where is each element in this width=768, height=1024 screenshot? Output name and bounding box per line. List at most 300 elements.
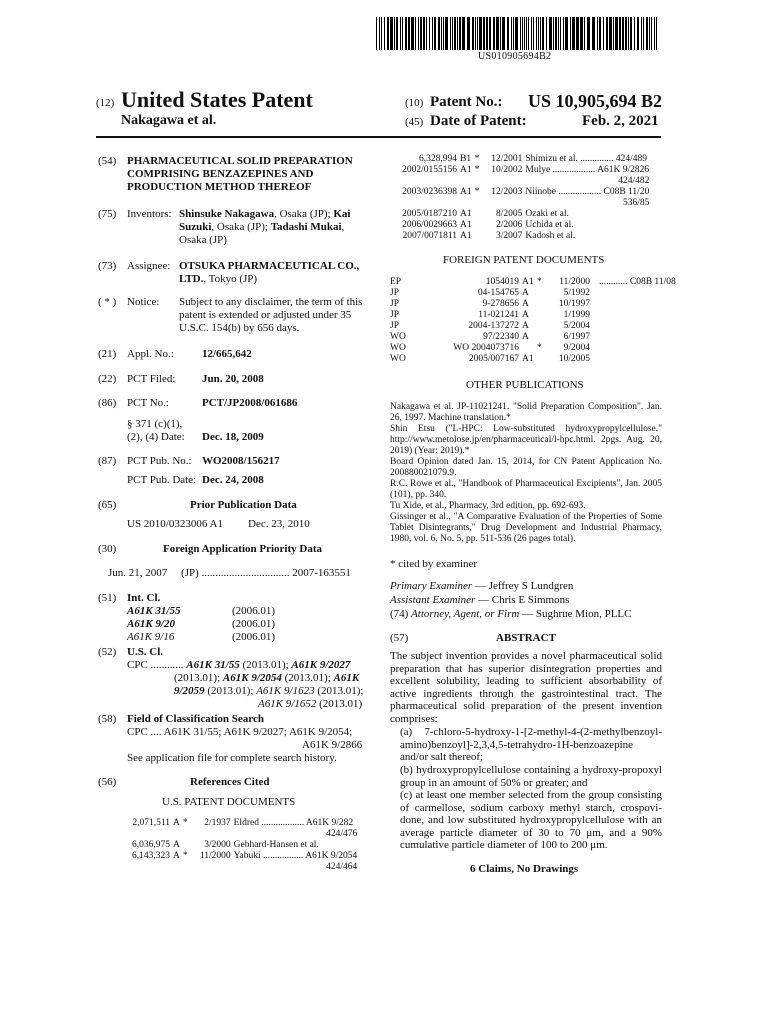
barcode-bar [536, 17, 537, 50]
date-label: Date of Patent: [430, 113, 527, 129]
barcode-bar [580, 17, 583, 50]
inventors-label: Inventors: [127, 208, 172, 220]
cpc-class: 9/2059 [174, 685, 205, 697]
ref-number: 2006/0029663 [402, 220, 457, 230]
ref-name: Mulye .................. A61K 9/2826 [525, 165, 650, 175]
other-publications-list [390, 402, 662, 545]
ref-number: 2002/0155156 [402, 165, 457, 175]
barcode-bar [384, 17, 385, 50]
ref-date: 8/2005 [495, 209, 523, 219]
barcode-bar [493, 17, 495, 50]
cpc-class: A61K 9/2054 [222, 672, 282, 684]
int-cl-class: A61K 9/16 [127, 631, 175, 643]
pct-pub-no-label: PCT Pub. No.: [127, 455, 192, 467]
ref-class [593, 310, 679, 321]
prior-publication-date: Dec. 23, 2010 [248, 518, 310, 530]
ref-kind: A1 [460, 187, 472, 197]
barcode-bar [584, 17, 585, 50]
barcode-bar [649, 17, 650, 50]
barcode-bar [479, 17, 482, 50]
ref-star [475, 220, 483, 231]
us-cl-line-3 [174, 685, 363, 698]
barcode-bar [472, 17, 474, 50]
int-cl-version: (2006.01) [232, 618, 276, 630]
appl-no-value: 12/665,642 [202, 348, 252, 360]
ref-date: 12/2001 [491, 154, 523, 164]
barcode-bar [475, 17, 476, 50]
foreign-reference-row [390, 277, 679, 288]
ref-date: 6/1997 [563, 332, 590, 342]
ref-class [593, 354, 679, 365]
attorney [390, 608, 632, 621]
pct-pub-date-label: PCT Pub. Date: [127, 474, 197, 486]
assistant-examiner [390, 594, 569, 607]
ref-number: 97/22340 [483, 332, 519, 342]
barcode-bar [390, 17, 393, 50]
code-45: (45) [405, 116, 424, 128]
notice-line-2: patent is extended or adjusted under 35 [179, 309, 352, 321]
reference-row-continuation [120, 829, 360, 840]
ref-number: 6,328,994 [419, 154, 457, 164]
code-10: (10) [405, 97, 424, 109]
barcode-bar [402, 17, 403, 50]
us-cl-line-2 [174, 672, 359, 685]
ref-star [537, 288, 548, 299]
ref-country: EP [390, 277, 402, 287]
ref-number: 6,143,323 [132, 851, 170, 861]
inventor-name: Suzuki [179, 221, 212, 233]
barcode-bar [522, 17, 523, 50]
reference-row-continuation [120, 862, 360, 873]
patent-no-label: Patent No.: [430, 94, 503, 110]
ref-kind: A [522, 321, 529, 331]
assignee-name: LTD. [179, 273, 204, 285]
ref-star [537, 354, 548, 365]
barcode-bar [538, 17, 539, 50]
ref-name: Shimizu et al. .............. 424/489 [525, 154, 648, 164]
ref-star: * [474, 187, 480, 197]
us-patent-documents-heading: U.S. PATENT DOCUMENTS [162, 796, 296, 808]
barcode-bar [415, 17, 416, 50]
ref-date: 10/2002 [491, 165, 523, 175]
barcode-bar [533, 17, 534, 50]
ref-number: 2003/0236398 [402, 187, 457, 197]
assignee-location: , Tokyo (JP) [203, 273, 258, 285]
ref-name: Niinobe .................. C08B 11/20 [525, 187, 650, 197]
authors: Nakagawa et al. [121, 113, 217, 128]
other-publication-item: Gissinger et al., "A Comparative Evaluation of the Properties of Some Tablet Disintegrants," Drug Development and Industrial Pharmacy, 1980, vol. 6, No. 5, pp. 511-536 (26 pages total). [390, 512, 662, 544]
ref-country: WO [390, 343, 406, 353]
invention-title-line-3: PRODUCTION METHOD THEREOF [127, 181, 312, 193]
abstract-item-c: (c) at least one member selected from the group consisting of carmellose, sodium carboxy methyl starch, crospovi-done, and low substituted hydroxypropylcellulose with an average particle diameter of 30 to 70 μm, and a 90% cumulative particle diameter of 100 to 200 μm. [400, 789, 662, 852]
ref-date: 11/2000 [199, 851, 231, 861]
cpc-class: A61K 9/1652 [258, 698, 317, 710]
reference-row-continuation [395, 198, 652, 209]
barcode-bar [563, 17, 564, 50]
barcode-bar [438, 17, 440, 50]
reference-row [395, 165, 652, 176]
section-371-line-2: (2), (4) Date: [127, 431, 185, 443]
ref-number: 2004-137272 [468, 321, 519, 331]
ref-number: 11-021241 [478, 310, 519, 320]
barcode-bar [502, 17, 505, 50]
barcode-bar [656, 17, 657, 50]
abstract-item-b: (b) hydroxypropylcellulose containing a hydroxy-propoxyl group in an amount of 50% or greater; and [400, 764, 662, 789]
invention-title-line-1: PHARMACEUTICAL SOLID PREPARATION [127, 155, 353, 167]
primary-examiner-name: — Jeffrey S Lundgren [472, 580, 574, 592]
abstract-body: The subject invention provides a novel pharmaceutical solid preparation that has superior disintegration properties and excellent solubility, leading to sufficient absorbability of active ingredients through the gastrointestinal tract. The pharmaceutical solid preparation of the present invention comprises: [390, 650, 662, 725]
int-cl-class: A61K 9/20 [127, 618, 175, 630]
field-51-code: (51) [98, 592, 117, 604]
cpc-version: (2013.01); [314, 685, 364, 697]
barcode-bar [376, 17, 377, 50]
reference-row [120, 840, 360, 851]
barcode-bar [520, 17, 521, 50]
ref-class-continuation: 424/476 [326, 829, 358, 839]
notice-line-1: Subject to any disclaimer, the term of this [179, 296, 363, 308]
ref-kind: A1 [460, 209, 472, 219]
inventor-name: Shinsuke Nakagawa [179, 208, 275, 220]
inventor-name: Tadashi Mukai [270, 221, 342, 233]
ref-star [475, 231, 483, 242]
foreign-reference-row [390, 321, 679, 332]
pct-filed-value: Jun. 20, 2008 [202, 373, 264, 385]
ref-kind: A [522, 299, 529, 309]
field-of-search-label: Field of Classification Search [127, 713, 264, 725]
barcode-bar [462, 17, 465, 50]
ref-date: 10/2005 [558, 354, 590, 364]
ref-star [537, 299, 548, 310]
ref-class [593, 343, 679, 354]
primary-examiner [390, 580, 573, 593]
cpc-label: CPC ............ [127, 659, 187, 671]
ref-date: 5/2004 [563, 321, 590, 331]
barcode-bar [513, 17, 514, 50]
field-of-search-line-3: See application file for complete search history. [127, 752, 337, 764]
foreign-reference-row [390, 343, 679, 354]
ref-number: 2005/0187210 [402, 209, 457, 219]
ref-kind: A [173, 851, 180, 861]
barcode-bar [646, 17, 648, 50]
ref-name: Kadosh et al. [525, 231, 576, 241]
field-87-code: (87) [98, 455, 117, 467]
foreign-references-table [390, 277, 679, 365]
ref-class: ............ C08B 11/08 [599, 277, 676, 287]
barcode-bar [531, 17, 532, 50]
field-86-code: (86) [98, 397, 117, 409]
other-publication-item: R.C. Rowe et al., "Handbook of Pharmaceutical Excipients", Jan. 2005 (101), pp. 340. [390, 479, 662, 500]
barcode-bar [637, 17, 639, 50]
cpc-class: A61K 9/2027 [291, 659, 351, 671]
ref-number: 2005/007167 [468, 354, 519, 364]
barcode-bar [396, 17, 398, 50]
inventor-separator: , [341, 221, 345, 233]
abstract-code: (57) [390, 632, 409, 644]
barcode-bar [572, 17, 575, 50]
primary-examiner-label: Primary Examiner [390, 580, 473, 592]
barcode-bar [420, 17, 422, 50]
barcode-bar [558, 17, 559, 50]
inventor-location: , Osaka (JP); [211, 221, 271, 233]
pct-filed-label: PCT Filed: [127, 373, 176, 385]
barcode-bar [597, 17, 598, 50]
inventors-line-1 [179, 208, 350, 221]
int-cl-version: (2006.01) [232, 605, 276, 617]
other-publications-heading: OTHER PUBLICATIONS [466, 379, 584, 391]
barcode-bar [450, 17, 451, 50]
barcode-bar [394, 17, 395, 50]
ref-class [593, 299, 679, 310]
ref-class [593, 332, 679, 343]
barcode-bar [500, 17, 501, 50]
cpc-class: A61K [333, 672, 360, 684]
ref-number: 2,071,511 [132, 818, 170, 828]
int-cl-version: (2006.01) [232, 631, 276, 643]
barcode-bar [592, 17, 595, 50]
barcode-bar [619, 17, 621, 50]
inventor-location: , Osaka (JP); [274, 208, 334, 220]
ref-country: WO [390, 332, 406, 342]
ref-number: WO 2004073716 [453, 343, 519, 353]
ref-kind: A1 [522, 354, 534, 364]
field-75-code: (75) [98, 208, 117, 220]
barcode-bar [387, 17, 389, 50]
barcode-bar [454, 17, 456, 50]
ref-star [183, 840, 191, 851]
int-cl-label: Int. Cl. [127, 592, 161, 604]
notice-label: Notice: [127, 296, 160, 308]
barcode-bar [625, 17, 627, 50]
field-21-code: (21) [98, 348, 117, 360]
foreign-patent-documents-heading: FOREIGN PATENT DOCUMENTS [443, 254, 605, 266]
us-cl-line-4 [258, 698, 362, 711]
us-references-continued [395, 154, 652, 242]
barcode-bar [587, 17, 590, 50]
ref-kind: B1 [460, 154, 472, 164]
pct-no-label: PCT No.: [127, 397, 169, 409]
barcode-bar [628, 17, 629, 50]
field-of-search-line-2: A61K 9/2866 [302, 739, 363, 751]
ref-star: * [537, 343, 542, 353]
references-cited-heading: References Cited [190, 776, 270, 788]
barcode-bar [400, 17, 401, 50]
barcode-bar [511, 17, 512, 50]
barcode-bar [622, 17, 624, 50]
cpc-class: A61K 9/1623 [256, 685, 315, 697]
barcode-bar [603, 17, 604, 50]
barcode-bar [546, 17, 547, 50]
barcode-bar [641, 17, 642, 50]
barcode-bar [467, 17, 470, 50]
attorney-code: (74) [390, 608, 412, 620]
foreign-reference-row [390, 299, 679, 310]
ref-date: 3/2007 [495, 231, 523, 241]
field-30-code: (30) [98, 543, 117, 555]
ref-kind: A [173, 840, 180, 850]
barcode-bar [643, 17, 644, 50]
barcode-bar [432, 17, 433, 50]
reference-row [395, 209, 652, 220]
cpc-version: (2013.01); [281, 672, 334, 684]
barcode-bar [526, 17, 527, 50]
other-publication-item: Shin Etsu ("L-HPC: Low-substituted hydroxypropylcellulose." http://www.metolose.jp/en/pharmaceutical/l-hpc.html. 2pgs. Aug. 20, 2019) (Year: 2019).* [390, 424, 662, 456]
barcode-bar [426, 17, 427, 50]
barcode-bar [615, 17, 618, 50]
ref-class [593, 321, 679, 332]
foreign-reference-row [390, 310, 679, 321]
reference-row [395, 220, 652, 231]
barcode-bar [613, 17, 614, 50]
ref-kind: A1 [460, 231, 472, 241]
reference-row [395, 187, 652, 198]
barcode-bar [553, 17, 554, 50]
claims-summary: 6 Claims, No Drawings [470, 863, 579, 875]
barcode-bar [496, 17, 499, 50]
barcode-bar [441, 17, 442, 50]
barcode-bar [418, 17, 419, 50]
ref-star [537, 332, 548, 343]
barcode-bar [654, 17, 655, 50]
barcode-bar [445, 17, 448, 50]
barcode-bar [381, 17, 382, 50]
ref-date: 9/2004 [563, 343, 590, 353]
ref-class [593, 288, 679, 299]
us-cl-line-1 [127, 659, 350, 672]
ref-date: 11/2000 [559, 277, 590, 287]
code-12: (12) [96, 97, 115, 109]
section-371-line-1: § 371 (c)(1), [127, 418, 183, 430]
ref-number: 1054019 [485, 277, 519, 287]
foreign-reference-row [390, 288, 679, 299]
barcode-bar [434, 17, 436, 50]
notice-line-3: U.S.C. 154(b) by 656 days. [179, 322, 300, 334]
barcode-number: US010905694B2 [478, 51, 552, 62]
ref-date: 1/1999 [563, 310, 590, 320]
reference-row [395, 231, 652, 242]
ref-country: JP [390, 288, 399, 298]
reference-row [120, 851, 360, 862]
barcode-bar [576, 17, 579, 50]
barcode-bar [405, 17, 407, 50]
field-22-code: (22) [98, 373, 117, 385]
barcode-bar [379, 17, 380, 50]
barcode-bar [443, 17, 444, 50]
barcode-bar [651, 17, 652, 50]
barcode-bar [411, 17, 414, 50]
barcode-bar [609, 17, 612, 50]
barcode [376, 17, 662, 50]
ref-star: * [537, 277, 542, 287]
pct-pub-no-value: WO2008/156217 [202, 455, 280, 467]
ref-country: JP [390, 299, 399, 309]
ref-date: 10/1997 [558, 299, 590, 309]
barcode-bar [570, 17, 571, 50]
field-52-code: (52) [98, 646, 117, 658]
attorney-name: — Sughrue Mion, PLLC [519, 608, 632, 620]
other-publication-item: Board Opinion dated Jan. 15, 2014, for CN Patent Application No. 200880021079.9. [390, 457, 662, 478]
barcode-bar [507, 17, 509, 50]
ref-date: 2/1937 [204, 818, 231, 828]
ref-name: Gebhard-Hansen et al. [233, 840, 319, 850]
ref-star: * [474, 165, 480, 175]
prior-publication-number: US 2010/0323006 A1 [127, 518, 223, 530]
foreign-reference-row [390, 332, 679, 343]
barcode-bar [599, 17, 601, 50]
other-publication-item: Nakagawa et al. JP-11021241. "Solid Preparation Composition". Jan. 26, 1997. Machine translation.* [390, 402, 662, 423]
field-65-code: (65) [98, 499, 117, 511]
ref-star [537, 310, 548, 321]
ref-name: Ozaki et al. [525, 209, 569, 219]
ref-date: 3/2000 [204, 840, 231, 850]
barcode-bar [515, 17, 518, 50]
section-371-date: Dec. 18, 2009 [202, 431, 264, 443]
reference-row-continuation [395, 176, 652, 187]
ref-country: JP [390, 310, 399, 320]
ref-star: * [182, 818, 188, 828]
barcode-bar [457, 17, 458, 50]
ref-star [475, 209, 483, 220]
ref-country: WO [390, 354, 406, 364]
header-rule [96, 136, 661, 138]
barcode-bar [565, 17, 568, 50]
ref-star [537, 321, 548, 332]
barcode-bar [483, 17, 485, 50]
int-cl-class: A61K 31/55 [127, 605, 181, 617]
ref-name: Yabuki ................. A61K 9/2054 [233, 851, 358, 861]
ref-star: * [474, 154, 480, 164]
notice-code: ( * ) [98, 296, 117, 308]
ref-kind: A [173, 818, 180, 828]
ref-kind: A [522, 288, 529, 298]
abstract-item-a: (a) 7-chloro-5-hydroxy-1-[2-methyl-4-(2-methylbenzoyl-amino)benzoyl]-2,3,4,5-tetrahydro-1H-benzoazepine and/or salt thereof; [400, 726, 662, 764]
assistant-examiner-label: Assistant Examiner [390, 594, 476, 606]
pct-pub-date-value: Dec. 24, 2008 [202, 474, 264, 486]
other-publication-item: Tu Xide, et al., Pharmacy, 3rd edition, pp. 692-693. [390, 501, 586, 511]
field-of-search-line-1: CPC .... A61K 31/55; A61K 9/2027; A61K 9/2054; [127, 726, 353, 738]
assignee-label: Assignee: [127, 260, 171, 272]
ref-class-continuation: 536/85 [622, 198, 650, 208]
ref-kind: A1 [522, 277, 534, 287]
patent-number: US 10,905,694 B2 [528, 91, 663, 111]
ref-number: 9-278656 [482, 299, 519, 309]
barcode-bar [528, 17, 529, 50]
inventors-line-3: Osaka (JP) [179, 234, 227, 246]
ref-date: 12/2003 [491, 187, 523, 197]
barcode-bar [486, 17, 488, 50]
ref-kind: A [522, 310, 529, 320]
field-56-code: (56) [98, 776, 117, 788]
us-references-table [120, 818, 360, 873]
ref-star: * [182, 851, 188, 861]
assignee-line-1: OTSUKA PHARMACEUTICAL CO., [179, 260, 360, 272]
assistant-examiner-name: — Chris E Simmons [475, 594, 570, 606]
prior-publication-heading: Prior Publication Data [190, 499, 297, 511]
ref-kind: A [522, 332, 529, 342]
ref-name: Uchida et al. [525, 220, 574, 230]
appl-no-label: Appl. No.: [127, 348, 174, 360]
ref-country: JP [390, 321, 399, 331]
barcode-bar [540, 17, 541, 50]
ref-kind: A1 [460, 165, 472, 175]
ref-date: 5/1992 [563, 288, 590, 298]
barcode-bar [555, 17, 557, 50]
cited-by-examiner: * cited by examiner [390, 558, 478, 570]
ref-name: Eldred .................. A61K 9/282 [233, 818, 354, 828]
foreign-priority-heading: Foreign Application Priority Data [163, 543, 322, 555]
barcode-bar [524, 17, 525, 50]
ref-class-continuation: 424/482 [618, 176, 650, 186]
barcode-bar [408, 17, 410, 50]
